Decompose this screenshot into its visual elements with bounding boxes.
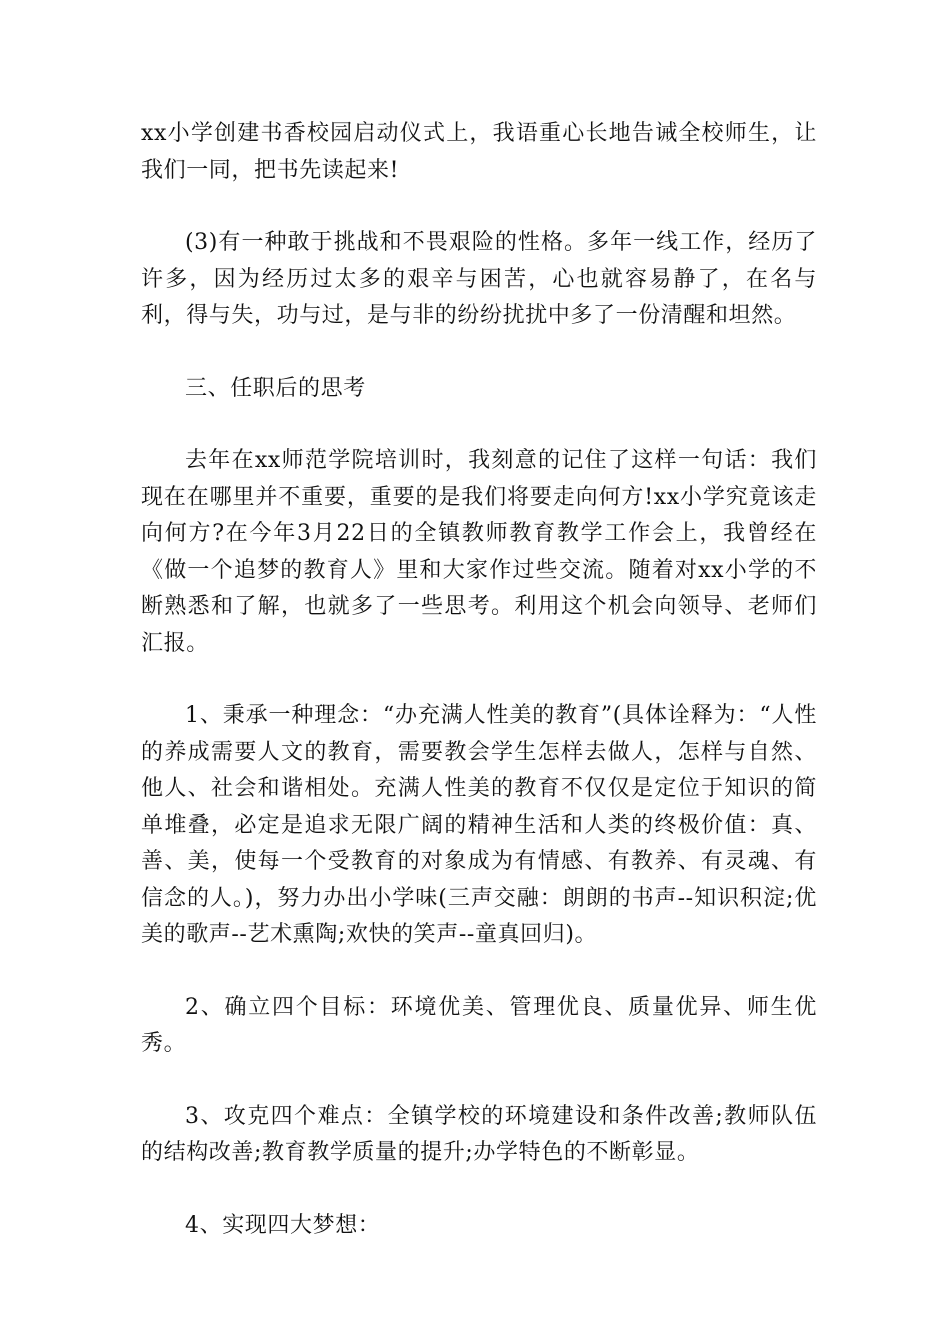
paragraph-item-3-difficulties: 3、攻克四个难点：全镇学校的环境建设和条件改善;教师队伍的结构改善;教育教学质量的提升;办学特色的不断彰显。 bbox=[141, 1103, 817, 1165]
paragraph-continued: xx小学创建书香校园启动仪式上，我语重心长地告诫全校师生，让我们一同，把书先读起来! bbox=[141, 121, 817, 183]
document-body bbox=[141, 116, 817, 1280]
paragraph-item-4-dreams: 4、实现四大梦想： bbox=[185, 1212, 381, 1238]
paragraph-item-1-philosophy: 1、秉承一种理念：“办充满人性美的教育”(具体诠释为：“人性的养成需要人文的教育，需要教会学生怎样去做人，怎样与自然、他人、社会和谐相处。充满人性美的教育不仅仅是定位于知识的简单堆叠，必定是追求无限广阔的精神生活和人类的终极价值：真、善、美，使每一个受教育的对象成为有情感、有教养、有灵魂、有信念的人。)，努力办出小学味(三声交融：朗朗的书声--知识积淀;优美的歌声--艺术熏陶;欢快的笑声--童真回归)。 bbox=[141, 703, 817, 947]
paragraph-item-3-character: (3)有一种敢于挑战和不畏艰险的性格。多年一线工作，经历了许多，因为经历过太多的艰辛与困苦，心也就容易静了，在名与利，得与失，功与过，是与非的纷纷扰扰中多了一份清醒和坦然。 bbox=[141, 230, 817, 328]
paragraph-item-2-goals: 2、确立四个目标：环境优美、管理优良、质量优异、师生优秀。 bbox=[141, 994, 817, 1056]
section-heading-reflections: 三、任职后的思考 bbox=[185, 375, 366, 401]
paragraph-training-reflection: 去年在xx师范学院培训时，我刻意的记住了这样一句话：我们现在在哪里并不重要，重要的是我们将要走向何方!xx小学究竟该走向何方?在今年3月22日的全镇教师教育教学工作会上，我曾经在《做一个追梦的教育人》里和大家作过些交流。随着对xx小学的不断熟悉和了解，也就多了一些思考。利用这个机会向领导、老师们汇报。 bbox=[141, 448, 817, 656]
